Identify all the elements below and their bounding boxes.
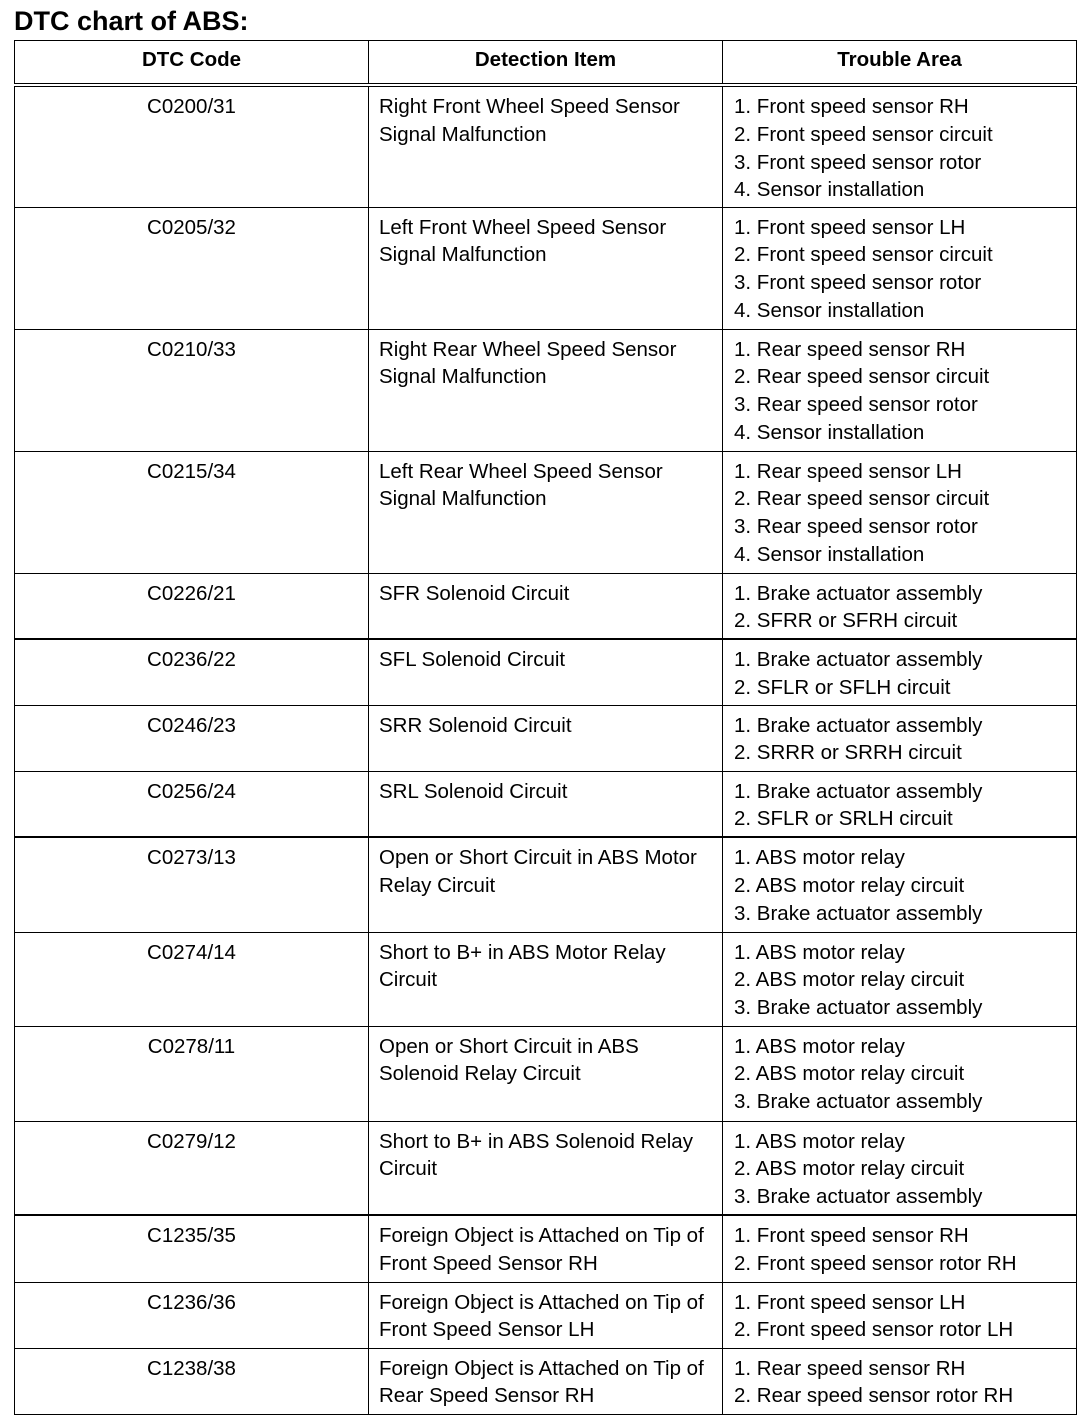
table-row — [15, 85, 1077, 207]
table-header — [15, 41, 1077, 86]
trouble-area-cell — [723, 1026, 1077, 1121]
trouble-area-line: 1. Rear speed sensor RH — [734, 337, 966, 361]
dtc-code-cell: C0279/12 — [15, 1121, 369, 1215]
trouble-area-cell — [723, 932, 1077, 1026]
trouble-area-line: 2. SFRR or SFRH circuit — [734, 609, 958, 633]
trouble-area-line: 4. Sensor installation — [734, 298, 925, 322]
table-row — [15, 573, 1077, 639]
trouble-area-line: 2. SFLR or SFLH circuit — [734, 675, 951, 699]
detection-item-cell: SFL Solenoid Circuit — [369, 639, 723, 705]
trouble-area-cell — [723, 1215, 1077, 1282]
trouble-area-line: 1. Front speed sensor RH — [734, 95, 969, 118]
header-row — [15, 41, 1077, 86]
detection-item-cell: Left Rear Wheel Speed Sensor Signal Malfunction — [369, 451, 723, 573]
trouble-area-cell — [723, 771, 1077, 837]
trouble-area-line: 3. Brake actuator assembly — [734, 1185, 983, 1209]
trouble-area-line: 2. Front speed sensor circuit — [734, 243, 993, 267]
table-row — [15, 1121, 1077, 1215]
trouble-area-line: 2. ABS motor relay circuit — [734, 1062, 965, 1086]
trouble-area-line: 1. Rear speed sensor LH — [734, 459, 962, 483]
trouble-area-cell — [723, 85, 1077, 207]
trouble-area-line: 4. Sensor installation — [734, 178, 925, 202]
trouble-area-line: 3. Brake actuator assembly — [734, 1090, 983, 1114]
trouble-area-cell — [723, 837, 1077, 932]
column-header-trouble-area: Trouble Area — [723, 41, 1077, 86]
trouble-area-line: 3. Rear speed sensor rotor — [734, 515, 978, 539]
trouble-area-cell — [723, 1121, 1077, 1215]
table-body — [15, 85, 1077, 1414]
detection-item-cell: Right Front Wheel Speed Sensor Signal Malfunction — [369, 85, 723, 207]
dtc-code-cell: C0200/31 — [15, 85, 369, 207]
trouble-area-line: 2. Front speed sensor circuit — [734, 122, 993, 146]
trouble-area-line: 1. ABS motor relay — [734, 846, 905, 869]
trouble-area-line: 4. Sensor installation — [734, 420, 925, 444]
detection-item-cell: SRL Solenoid Circuit — [369, 771, 723, 837]
trouble-area-line: 2. ABS motor relay circuit — [734, 1157, 965, 1181]
trouble-area-line: 2. ABS motor relay circuit — [734, 873, 965, 897]
dtc-code-cell: C0236/22 — [15, 639, 369, 705]
detection-item-cell: Foreign Object is Attached on Tip of Rear Speed Sensor RH — [369, 1348, 723, 1414]
trouble-area-cell — [723, 639, 1077, 705]
trouble-area-line: 1. Rear speed sensor RH — [734, 1356, 966, 1380]
dtc-code-cell: C0215/34 — [15, 451, 369, 573]
trouble-area-line: 1. Front speed sensor RH — [734, 1224, 969, 1247]
table-row — [15, 1215, 1077, 1282]
trouble-area-line: 2. Rear speed sensor rotor RH — [734, 1384, 1014, 1408]
trouble-area-line: 1. Brake actuator assembly — [734, 713, 983, 737]
trouble-area-line: 2. SRRR or SRRH circuit — [734, 741, 962, 765]
trouble-area-cell — [723, 573, 1077, 639]
detection-item-cell: Open or Short Circuit in ABS Motor Relay Circuit — [369, 837, 723, 932]
trouble-area-line: 1. Brake actuator assembly — [734, 648, 983, 671]
table-row — [15, 1348, 1077, 1414]
table-row — [15, 329, 1077, 451]
table-row — [15, 207, 1077, 329]
table-row — [15, 705, 1077, 771]
page-title: DTC chart of ABS: — [14, 6, 249, 36]
table-row — [15, 837, 1077, 932]
dtc-code-cell: C1238/38 — [15, 1348, 369, 1414]
trouble-area-cell — [723, 451, 1077, 573]
dtc-code-cell: C1235/35 — [15, 1215, 369, 1282]
trouble-area-line: 2. Front speed sensor rotor RH — [734, 1251, 1017, 1275]
trouble-area-line: 1. Front speed sensor LH — [734, 215, 966, 239]
trouble-area-line: 3. Rear speed sensor rotor — [734, 393, 978, 417]
trouble-area-line: 2. ABS motor relay circuit — [734, 968, 965, 992]
trouble-area-line: 1. ABS motor relay — [734, 1129, 905, 1153]
trouble-area-line: 2. Rear speed sensor circuit — [734, 487, 990, 511]
trouble-area-cell — [723, 1282, 1077, 1348]
column-header-dtc-code: DTC Code — [15, 41, 369, 86]
trouble-area-line: 2. Front speed sensor rotor LH — [734, 1318, 1014, 1342]
trouble-area-line: 1. ABS motor relay — [734, 1034, 905, 1058]
dtc-table — [14, 40, 1077, 1415]
trouble-area-line: 2. SFLR or SRLH circuit — [734, 807, 953, 831]
trouble-area-line: 3. Brake actuator assembly — [734, 996, 983, 1020]
trouble-area-line: 4. Sensor installation — [734, 542, 925, 566]
dtc-code-cell: C0210/33 — [15, 329, 369, 451]
trouble-area-line: 1. Front speed sensor LH — [734, 1290, 966, 1314]
trouble-area-cell — [723, 207, 1077, 329]
table-row — [15, 1282, 1077, 1348]
table-row — [15, 639, 1077, 705]
detection-item-cell: Short to B+ in ABS Motor Relay Circuit — [369, 932, 723, 1026]
trouble-area-line: 3. Brake actuator assembly — [734, 901, 983, 925]
table-row — [15, 932, 1077, 1026]
trouble-area-line: 2. Rear speed sensor circuit — [734, 365, 990, 389]
dtc-code-cell: C0246/23 — [15, 705, 369, 771]
dtc-code-cell: C0274/14 — [15, 932, 369, 1026]
trouble-area-line: 3. Front speed sensor rotor — [734, 271, 982, 295]
dtc-code-cell: C0273/13 — [15, 837, 369, 932]
table-row — [15, 451, 1077, 573]
dtc-code-cell: C0226/21 — [15, 573, 369, 639]
trouble-area-line: 1. Brake actuator assembly — [734, 581, 983, 605]
dtc-code-cell: C0278/11 — [15, 1026, 369, 1121]
table-row — [15, 771, 1077, 837]
trouble-area-line: 3. Front speed sensor rotor — [734, 150, 982, 174]
table-row — [15, 1026, 1077, 1121]
detection-item-cell: Foreign Object is Attached on Tip of Front Speed Sensor LH — [369, 1282, 723, 1348]
detection-item-cell: Short to B+ in ABS Solenoid Relay Circuit — [369, 1121, 723, 1215]
dtc-code-cell: C1236/36 — [15, 1282, 369, 1348]
trouble-area-cell — [723, 705, 1077, 771]
dtc-code-cell: C0256/24 — [15, 771, 369, 837]
detection-item-cell: Open or Short Circuit in ABS Solenoid Relay Circuit — [369, 1026, 723, 1121]
column-header-detection-item: Detection Item — [369, 41, 723, 86]
detection-item-cell: Left Front Wheel Speed Sensor Signal Malfunction — [369, 207, 723, 329]
detection-item-cell: Foreign Object is Attached on Tip of Front Speed Sensor RH — [369, 1215, 723, 1282]
trouble-area-line: 1. ABS motor relay — [734, 940, 905, 964]
dtc-code-cell: C0205/32 — [15, 207, 369, 329]
trouble-area-line: 1. Brake actuator assembly — [734, 779, 983, 803]
trouble-area-cell — [723, 329, 1077, 451]
detection-item-cell: Right Rear Wheel Speed Sensor Signal Malfunction — [369, 329, 723, 451]
detection-item-cell: SFR Solenoid Circuit — [369, 573, 723, 639]
trouble-area-cell — [723, 1348, 1077, 1414]
detection-item-cell: SRR Solenoid Circuit — [369, 705, 723, 771]
